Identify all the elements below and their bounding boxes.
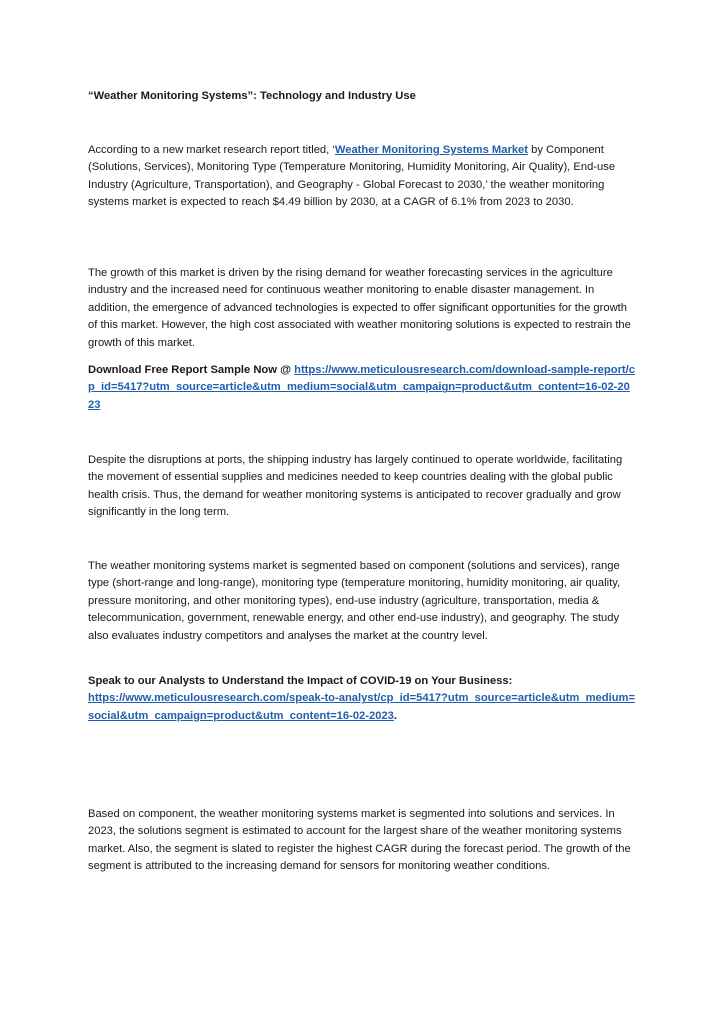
paragraph-segmentation: The weather monitoring systems market is segmented based on component (solutions and services), range type (short-range and long-range), monitoring type (temperature monitoring, humidity monitoring, air quality, pressure monitoring, and other monitoring types), end-use industry (agriculture, transportation, media & telecommunication, government, renewable energy, and other end-use industry), and geography. The study also evaluates industry competitors and analyses the market at the country level. [88, 560, 621, 642]
download-sample-link[interactable]: https://www.meticulousresearch.com/download-sample-report/cp_id=5417?utm_source=article&utm_medium=social&utm_campaign=product&utm_content=16-02-2023 [88, 364, 635, 411]
download-sample-section [88, 362, 636, 414]
speak-analyst-link[interactable]: https://www.meticulousresearch.com/speak-to-analyst/cp_id=5417?utm_source=article&utm_medium=social&utm_campaign=product&utm_content=16-02-2023 [88, 692, 636, 722]
paragraph-shipping: Despite the disruptions at ports, the shipping industry has largely continued to operate worldwide, facilitating the movement of essential supplies and medicines needed to keep countries dealing with the global public health crisis. Thus, the demand for weather monitoring systems is anticipated to recover gradually and grow significantly in the long term. [88, 454, 623, 519]
intro-text-after: by Component (Solutions, Services), Monitoring Type (Temperature Monitoring, Humidity Monitoring, Air Quality), End-use Industry (Agriculture, Transportation), and Geography - Global Forecast to 2030,’ the weather monitoring systems market is expected to reach $4.49 billion by 2030, at a CAGR of 6.1% from 2023 to 2030. [88, 144, 616, 209]
speak-analyst-section [88, 673, 636, 725]
intro-text-before: According to a new market research report titled, ‘ [88, 144, 335, 156]
speak-analyst-label: Speak to our Analysts to Understand the Impact of COVID-19 on Your Business: [88, 675, 513, 687]
download-label: Download Free Report Sample Now @ [88, 364, 295, 376]
report-title-link[interactable]: Weather Monitoring Systems Market [334, 144, 528, 156]
paragraph-growth: The growth of this market is driven by the rising demand for weather forecasting services in the agriculture industry and the increased need for continuous weather monitoring to enable disaster management. In addition, the emergence of advanced technologies is expected to offer significant opportunities for the growth of this market. However, the high cost associated with weather monitoring solutions is expected to restrain the growth of this market. [88, 267, 631, 349]
paragraph-component: Based on component, the weather monitoring systems market is segmented into solutions and services. In 2023, the solutions segment is estimated to account for the largest share of the weather monitoring systems market. Also, the segment is slated to register the highest CAGR during the forecast period. The growth of the segment is attributed to the increasing demand for sensors for monitoring weather conditions. [88, 808, 631, 873]
paragraph-intro [88, 142, 636, 212]
speak-link-period: . [393, 709, 397, 722]
page-title: “Weather Monitoring Systems”: Technology and Industry Use [88, 90, 416, 102]
